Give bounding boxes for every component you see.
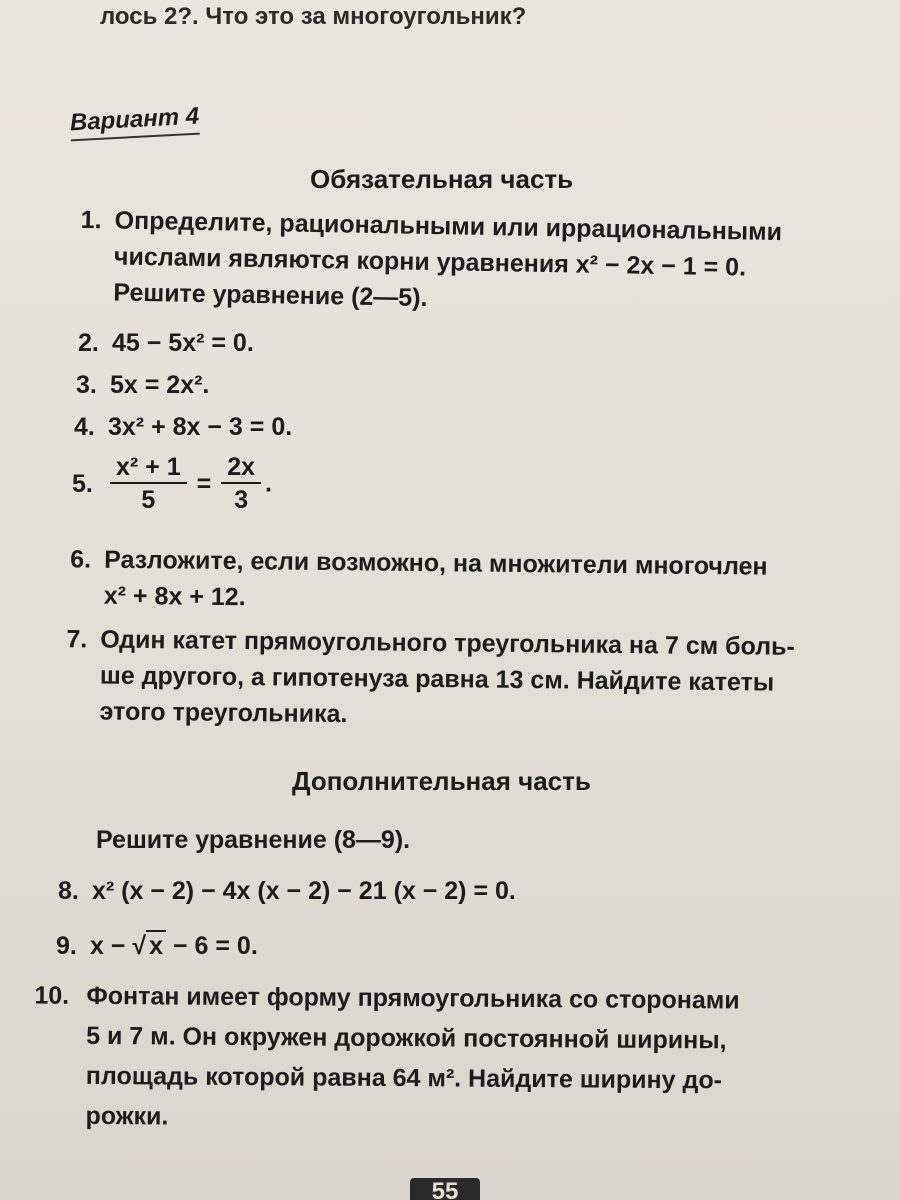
fraction-left [110,452,187,516]
task-1-line-1: Определите, рациональными или иррациональными [114,206,783,247]
task-number: 8. [58,877,79,905]
task-8 [58,873,516,909]
task-6-line-2: x² + 8x + 12. [103,581,246,612]
task-10 [33,976,739,1141]
task-1-line-2: числами являются корни уравнения x² − 2x − 1 = 0. [113,242,747,282]
required-section-title: Обязательная часть [310,164,574,194]
equals-sign: = [196,469,212,498]
task-7-line-1: Один катет прямоугольного треугольника на 7 см боль- [100,625,795,661]
task-3-equation: 5x = 2x². [110,371,210,399]
variant-title: Вариант 4 [69,101,200,142]
fraction-left-denominator: 5 [141,486,156,514]
task-5-period: . [265,469,272,498]
task-number: 7. [66,625,88,654]
page-number: 55 [410,1178,480,1200]
task-number: 9. [56,932,77,960]
fraction-right-numerator: 2x [221,452,261,484]
extra-intro: Решите уравнение (8—9). [96,826,411,854]
sqrt-radicand: x [146,930,166,960]
sqrt-symbol: √ [132,932,147,960]
task-2-equation: 45 − 5x² = 0. [112,329,254,357]
task-9-post: − 6 = 0. [166,932,258,960]
task-10-line-2: 5 и 7 м. Он окружен дорожкой постоянной ширины, [86,1021,727,1055]
task-6 [70,541,768,620]
task-4-equation: 3x² + 8x − 3 = 0. [108,413,293,441]
task-number: 10. [34,981,70,1010]
task-9-pre: x − [90,932,133,960]
task-10-line-3: площадь которой равна 64 м². Найдите ширину до- [85,1061,723,1095]
task-7 [65,621,795,737]
task-number: 2. [78,329,99,357]
task-number: 6. [70,545,92,574]
task-2 [78,325,254,361]
fraction-left-numerator: x² + 1 [110,452,187,484]
task-9 [56,928,258,964]
task-10-line-4: рожки. [85,1101,169,1131]
task-number: 4. [74,413,95,441]
top-fragment: лось 2?. Что это за многоугольник? [100,3,527,30]
extra-section-title: Дополнительная часть [292,766,591,796]
task-1 [79,202,782,322]
task-8-equation: x² (x − 2) − 4x (x − 2) − 21 (x − 2) = 0. [92,877,516,905]
fraction-right [221,452,261,516]
task-5 [72,452,272,516]
task-3 [76,367,209,403]
task-10-line-1: Фонтан имеет форму прямоугольника со сторонами [86,981,740,1015]
task-number: 3. [76,371,97,399]
task-number: 5. [72,469,93,498]
fraction-right-denominator: 3 [234,486,249,514]
task-7-line-3: этого треугольника. [99,697,348,729]
task-1-line-3: Решите уравнение (2—5). [113,278,428,312]
task-6-line-1: Разложите, если возможно, на множители многочлен [104,545,768,581]
task-number: 1. [80,205,102,235]
task-4 [74,409,292,445]
task-7-line-2: ше другого, а гипотенуза равна 13 см. Найдите катеты [99,661,775,697]
